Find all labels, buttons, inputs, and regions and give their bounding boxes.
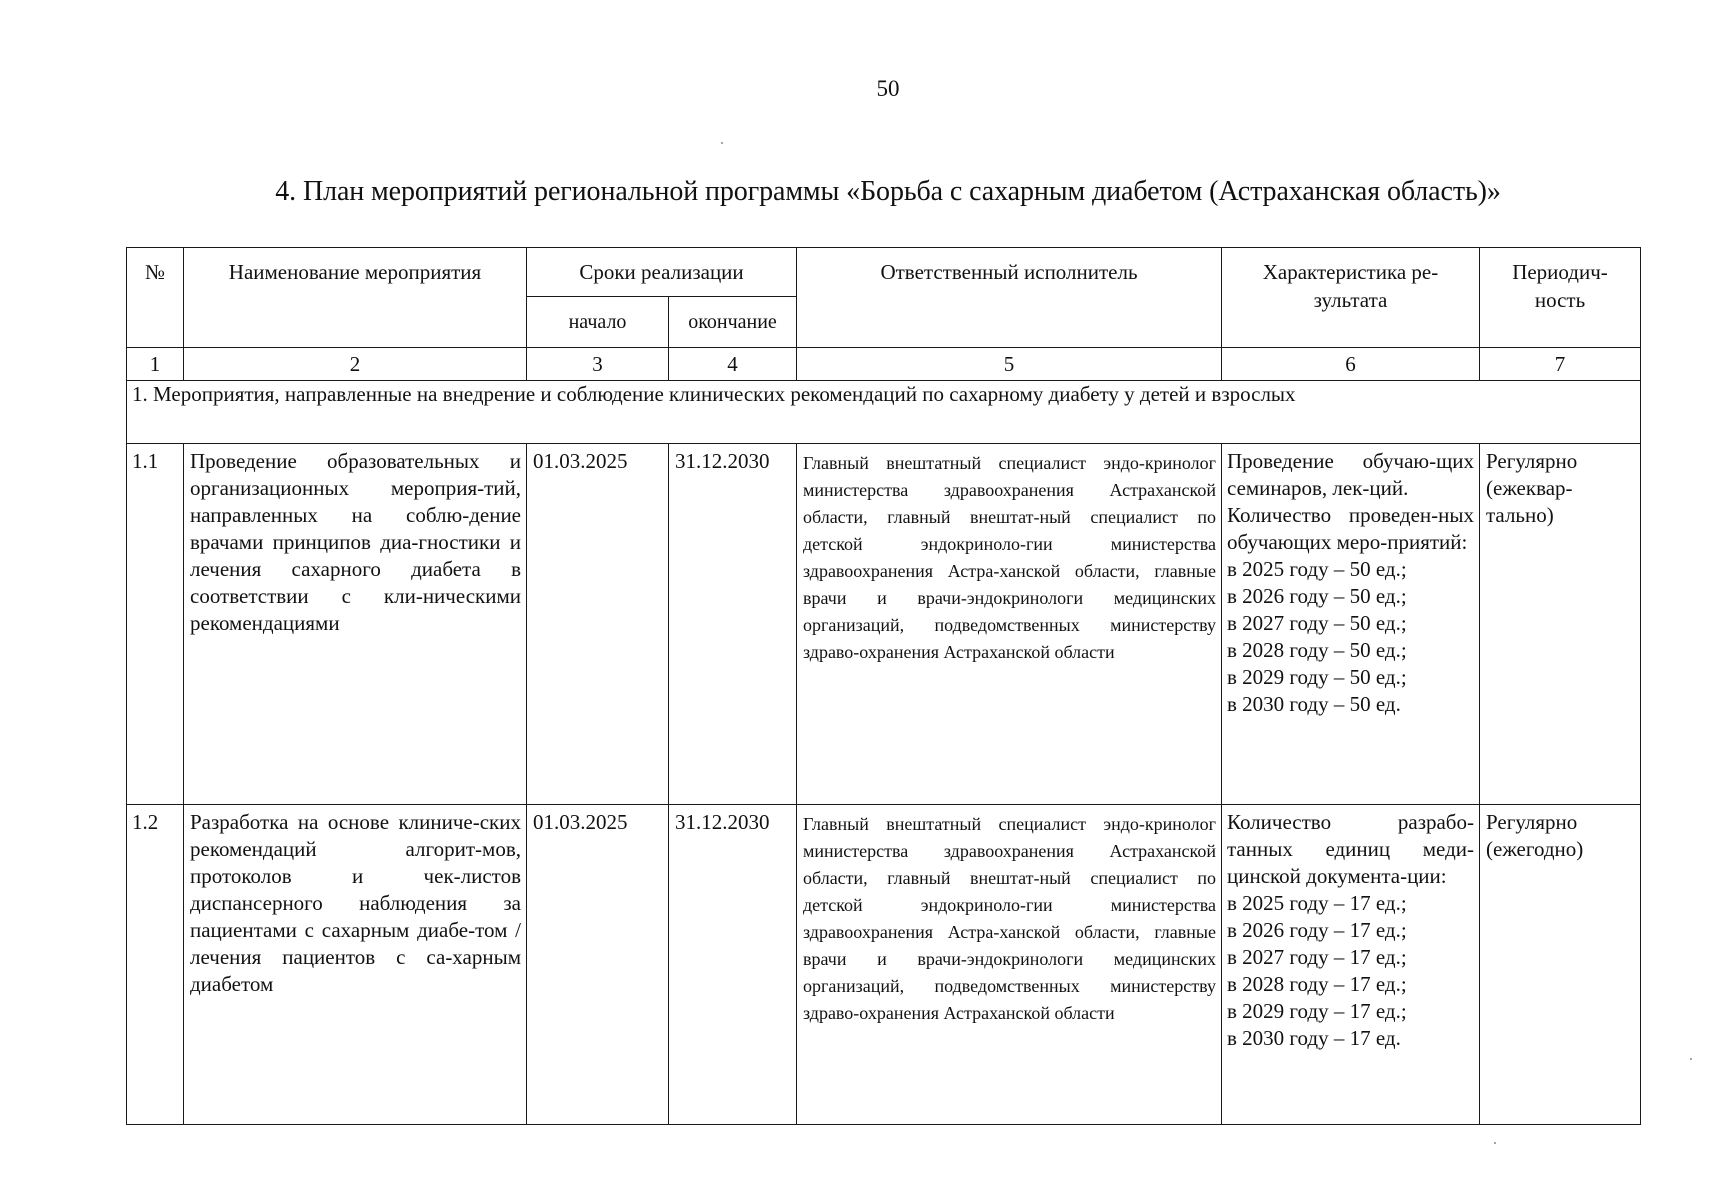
header-frequency: Периодич-ность: [1480, 248, 1641, 348]
year-target: в 2025 году – 50 ед.;: [1227, 557, 1407, 581]
column-number-row: [127, 348, 1641, 381]
column-number: 3: [527, 348, 669, 381]
scan-speck: [1494, 1142, 1496, 1144]
end-date: 31.12.2030: [669, 444, 797, 805]
activity-name: Проведение образовательных и организационных мероприя-тий, направленных на соблю-дение врачами принципов диа-гностики и лечения сахарного диабета в соответствии с кли-ническими рекомендациями: [184, 444, 527, 805]
year-target: в 2026 году – 17 ед.;: [1227, 918, 1407, 942]
result-characteristic: [1222, 444, 1480, 805]
result-text: Проведение обучаю-щих семинаров, лек-ций.: [1227, 449, 1474, 500]
scan-speck: [1690, 1058, 1692, 1060]
column-number: 4: [669, 348, 797, 381]
column-number: 5: [797, 348, 1222, 381]
year-target: в 2028 году – 50 ед.;: [1227, 638, 1407, 662]
row-number: 1.2: [127, 805, 184, 1125]
header-name: Наименование мероприятия: [184, 248, 527, 348]
column-number: 2: [184, 348, 527, 381]
column-number: 1: [127, 348, 184, 381]
year-target: в 2027 году – 17 ед.;: [1227, 945, 1407, 969]
column-number: 7: [1480, 348, 1641, 381]
year-target: в 2027 году – 50 ед.;: [1227, 611, 1407, 635]
year-target: в 2030 году – 50 ед.: [1227, 692, 1401, 716]
responsible-executor: Главный внештатный специалист эндо-кринолог министерства здравоохранения Астраханской области, главный внештат-ный специалист по детской эндокриноло-гии министерства здравоохранения Астра-ханской области, главные врачи и врачи-эндокринологи медицинских организаций, подведомственных министерству здраво-охранения Астраханской области: [797, 805, 1222, 1125]
row-number: 1.1: [127, 444, 184, 805]
plan-table: [126, 247, 1641, 1125]
document-title: 4. План мероприятий региональной программы «Борьба с сахарным диабетом (Астраханская область)»: [275, 176, 1501, 207]
year-target: в 2030 году – 17 ед.: [1227, 1026, 1401, 1050]
header-period: Сроки реализации: [527, 248, 797, 297]
start-date: 01.03.2025: [527, 805, 669, 1125]
section-row: [127, 381, 1641, 444]
activity-name: Разработка на основе клиниче-ских рекомендаций алгорит-мов, протоколов и чек-листов диспансерного наблюдения за пациентами с сахарным диабе-том / лечения пациентов с са-харным диабетом: [184, 805, 527, 1125]
year-target: в 2029 году – 50 ед.;: [1227, 665, 1407, 689]
header-end: окончание: [669, 297, 797, 348]
header-responsible: Ответственный исполнитель: [797, 248, 1222, 348]
year-target: в 2025 году – 17 ед.;: [1227, 891, 1407, 915]
header-start: начало: [527, 297, 669, 348]
end-date: 31.12.2030: [669, 805, 797, 1125]
result-characteristic: [1222, 805, 1480, 1125]
scan-speck: [721, 142, 723, 144]
section-title: 1. Мероприятия, направленные на внедрение и соблюдение клинических рекомендаций по сахарному диабету у детей и взрослых: [127, 381, 1641, 444]
header-result: Характеристика ре-зультата: [1222, 248, 1480, 348]
header-row: [127, 248, 1641, 297]
start-date: 01.03.2025: [527, 444, 669, 805]
page-number: 50: [876, 76, 900, 101]
year-target: в 2026 году – 50 ед.;: [1227, 584, 1407, 608]
result-text: Количество разрабо-танных единиц меди-цинской документа-ции:: [1227, 810, 1474, 888]
table-row: [127, 805, 1641, 1125]
responsible-executor: Главный внештатный специалист эндо-кринолог министерства здравоохранения Астраханской области, главный внештат-ный специалист по детской эндокриноло-гии министерства здравоохранения Астра-ханской области, главные врачи и врачи-эндокринологи медицинских организаций, подведомственных министерству здраво-охранения Астраханской области: [797, 444, 1222, 805]
year-target: в 2029 году – 17 ед.;: [1227, 999, 1407, 1023]
frequency: Регулярно (ежеквар-тально): [1480, 444, 1641, 805]
table-row: [127, 444, 1641, 805]
column-number: 6: [1222, 348, 1480, 381]
year-target: в 2028 году – 17 ед.;: [1227, 972, 1407, 996]
header-no: №: [127, 248, 184, 348]
result-text: Количество проведен-ных обучающих меро-приятий:: [1227, 503, 1474, 554]
frequency: Регулярно (ежегодно): [1480, 805, 1641, 1125]
